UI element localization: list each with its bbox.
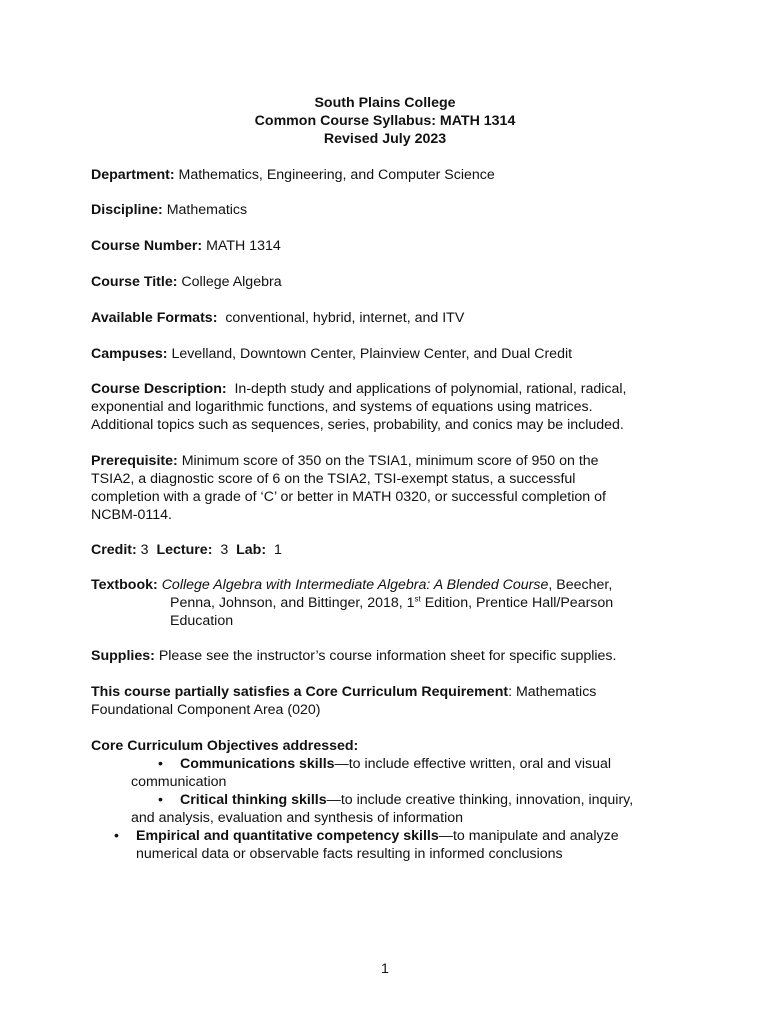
core-value-line: Foundational Component Area (020) [91, 702, 321, 718]
credit-field [91, 541, 681, 559]
prerequisite-line: TSIA2, a diagnostic score of 6 on the TSIA2, TSI-exempt status, a successful [91, 471, 576, 487]
objective-title: Empirical and quantitative competency skills [136, 828, 439, 844]
description-line: In-depth study and applications of polynomial, rational, radical, [234, 381, 627, 397]
course-title-field [91, 273, 681, 291]
objective-item [131, 791, 678, 827]
objective-text: —to include effective written, oral and visual [334, 756, 612, 772]
prerequisite-line: NCBM-0114. [91, 507, 172, 523]
objective-text: and analysis, evaluation and synthesis of information [131, 810, 464, 826]
textbook-section [91, 576, 681, 630]
department-field [91, 166, 681, 184]
course-number-field [91, 237, 681, 255]
revision-date: Revised July 2023 [323, 131, 447, 147]
course-title-label: Course Title: [91, 274, 178, 290]
lab-label: Lab: [236, 542, 267, 558]
textbook-publisher: Education [170, 613, 234, 629]
discipline-label: Discipline: [91, 202, 163, 218]
textbook-line [91, 594, 681, 612]
formats-value: conventional, hybrid, internet, and ITV [225, 310, 465, 326]
campuses-label: Campuses: [91, 346, 168, 362]
credit-value: 3 [140, 542, 149, 558]
discipline-field [91, 201, 681, 219]
objective-text: numerical data or observable facts resulting in informed conclusions [136, 846, 563, 862]
campuses-field [91, 345, 681, 363]
objective-item [114, 827, 674, 863]
discipline-value: Mathematics [166, 202, 248, 218]
core-label: This course partially satisfies a Core Curriculum Requirement [91, 684, 509, 700]
supplies-value: Please see the instructor’s course information sheet for specific supplies. [158, 648, 617, 664]
objective-text: —to include creative thinking, innovation, inquiry, [326, 792, 634, 808]
core-value: : Mathematics [508, 684, 597, 700]
supplies-label: Supplies: [91, 648, 155, 664]
objective-text: communication [131, 774, 227, 790]
core-requirement [91, 683, 681, 719]
textbook-authors-cont: Penna, Johnson, and Bittinger, 2018, 1 [170, 595, 415, 611]
objectives-heading-text: Core Curriculum Objectives addressed: [91, 738, 359, 754]
prerequisite-section [91, 452, 681, 524]
objective-title: Communications skills [180, 756, 335, 772]
page-number: 1 [381, 961, 389, 977]
lecture-label: Lecture: [156, 542, 213, 558]
course-number-value: MATH 1314 [206, 238, 281, 254]
edition-superscript: st [414, 594, 421, 604]
college-name: South Plains College [314, 95, 456, 111]
prerequisite-line: completion with a grade of ‘C’ or better in MATH 0320, or successful completion of [91, 489, 606, 505]
textbook-title: College Algebra with Intermediate Algebra: A Blended Course [161, 577, 549, 593]
document-header [0, 94, 770, 148]
bullet-icon: • [158, 756, 163, 772]
supplies-field [91, 647, 681, 665]
prerequisite-line: Minimum score of 350 on the TSIA1, minimum score of 950 on the [181, 453, 599, 469]
objectives-heading [91, 737, 681, 755]
textbook-edition: Edition, Prentice Hall/Pearson [420, 595, 614, 611]
textbook-authors: , Beecher, [548, 577, 613, 593]
department-value: Mathematics, Engineering, and Computer Science [178, 167, 495, 183]
department-label: Department: [91, 167, 175, 183]
description-line: Additional topics such as sequences, series, probability, and conics may be included. [91, 417, 624, 433]
bullet-icon: • [114, 828, 119, 844]
course-description [91, 380, 681, 434]
formats-label: Available Formats: [91, 310, 218, 326]
objective-item [131, 755, 678, 791]
textbook-label: Textbook: [91, 577, 158, 593]
course-title-value: College Algebra [181, 274, 282, 290]
description-label: Course Description: [91, 381, 227, 397]
campuses-value: Levelland, Downtown Center, Plainview Center, and Dual Credit [171, 346, 573, 362]
objective-text: —to manipulate and analyze [438, 828, 619, 844]
description-line: exponential and logarithmic functions, and systems of equations using matrices. [91, 399, 593, 415]
course-number-label: Course Number: [91, 238, 203, 254]
credit-label: Credit: [91, 542, 137, 558]
prerequisite-label: Prerequisite: [91, 453, 178, 469]
lecture-value: 3 [220, 542, 229, 558]
bullet-icon: • [158, 792, 163, 808]
formats-field [91, 309, 681, 327]
lab-value: 1 [273, 542, 282, 558]
syllabus-title: Common Course Syllabus: MATH 1314 [254, 113, 516, 129]
objective-title: Critical thinking skills [180, 792, 327, 808]
